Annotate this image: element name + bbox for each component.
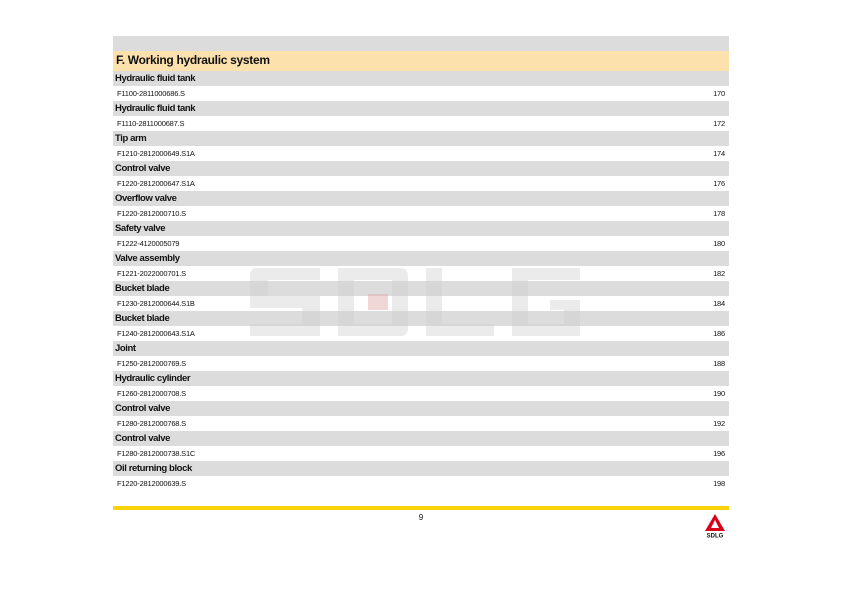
entry-page: 196 [713, 449, 725, 458]
entry-title: Control valve [113, 161, 729, 176]
entry-title: Hydraulic fluid tank [113, 101, 729, 116]
entry-title: Control valve [113, 431, 729, 446]
entry-code: F1100-2811000686.S [117, 89, 185, 98]
entry-row [113, 86, 729, 101]
entry-row [113, 236, 729, 251]
entry-page: 172 [713, 119, 725, 128]
entry-code: F1220-2812000647.S1A [117, 179, 195, 188]
entry-row [113, 296, 729, 311]
entry-row [113, 116, 729, 131]
entry-code: F1221-2022000701.S [117, 269, 186, 278]
entry-page: 178 [713, 209, 725, 218]
entry-title: Safety valve [113, 221, 729, 236]
entry-title: Valve assembly [113, 251, 729, 266]
parts-index-list [113, 71, 729, 491]
entry-row [113, 476, 729, 491]
entry-page: 184 [713, 299, 725, 308]
entry-title: Tip arm [113, 131, 729, 146]
entry-page: 182 [713, 269, 725, 278]
entry-title: Joint [113, 341, 729, 356]
page-number: 9 [418, 513, 424, 522]
entry-page: 176 [713, 179, 725, 188]
entry-code: F1210-2812000649.S1A [117, 149, 195, 158]
entry-code: F1222-4120005079 [117, 239, 180, 248]
entry-row [113, 416, 729, 431]
entry-row [113, 206, 729, 221]
entry-row [113, 356, 729, 371]
entry-code: F1280-2812000738.S1C [117, 449, 196, 458]
header-bar [113, 36, 729, 51]
entry-row [113, 386, 729, 401]
entry-title: Bucket blade [113, 281, 729, 296]
entry-row [113, 446, 729, 461]
entry-title: Bucket blade [113, 311, 729, 326]
entry-row [113, 146, 729, 161]
entry-code: F1220-2812000639.S [117, 479, 186, 488]
entry-page: 192 [713, 419, 725, 428]
entry-page: 190 [713, 389, 725, 398]
logo-text: SDLG [706, 533, 724, 538]
entry-title: Overflow valve [113, 191, 729, 206]
entry-page: 174 [713, 149, 725, 158]
entry-title: Control valve [113, 401, 729, 416]
entry-row [113, 266, 729, 281]
entry-code: F1250-2812000769.S [117, 359, 186, 368]
entry-page: 188 [713, 359, 725, 368]
entry-code: F1110-2811000687.S [117, 119, 185, 128]
entry-row [113, 326, 729, 341]
entry-title: Hydraulic fluid tank [113, 71, 729, 86]
entry-row [113, 176, 729, 191]
entry-code: F1280-2812000768.S [117, 419, 186, 428]
entry-code: F1260-2812000708.S [117, 389, 186, 398]
entry-page: 186 [713, 329, 725, 338]
entry-page: 180 [713, 239, 725, 248]
sdlg-triangle-logo-icon [703, 514, 727, 538]
entry-page: 170 [713, 89, 725, 98]
section-title: F. Working hydraulic system [116, 53, 270, 67]
footer-rule [113, 506, 729, 510]
section-header [113, 51, 729, 71]
entry-page: 198 [713, 479, 725, 488]
entry-code: F1230-2812000644.S1B [117, 299, 195, 308]
entry-code: F1240-2812000643.S1A [117, 329, 195, 338]
entry-title: Oil returning block [113, 461, 729, 476]
entry-code: F1220-2812000710.S [117, 209, 186, 218]
entry-title: Hydraulic cylinder [113, 371, 729, 386]
